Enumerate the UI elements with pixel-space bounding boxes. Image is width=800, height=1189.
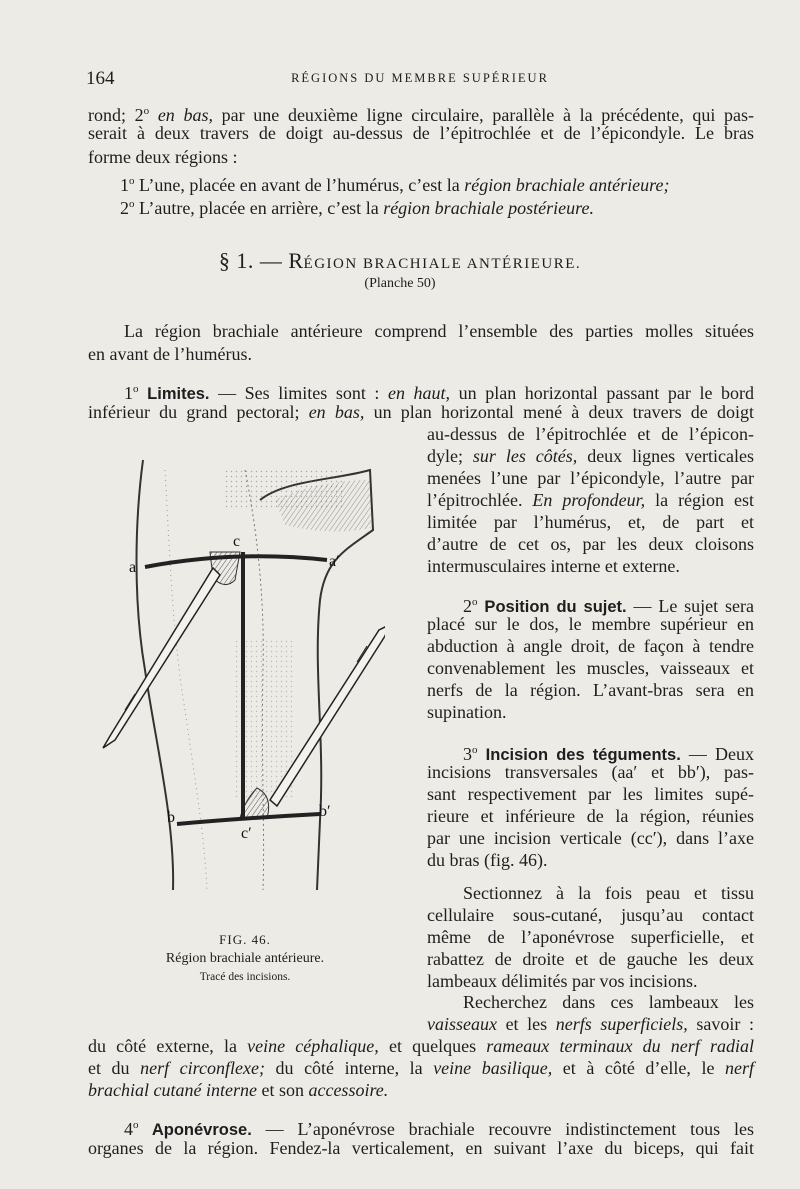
label-c: c	[233, 533, 241, 550]
incision-p2-line-3: même de l’aponévrose superficielle, et	[427, 927, 754, 947]
incision-p3-line-5: brachial cutané interne et son accessoire.	[88, 1080, 389, 1100]
limites-line-3: au-dessus de l’épitrochlée et de l’épicon-	[427, 424, 754, 444]
running-title: RÉGIONS DU MEMBRE SUPÉRIEUR	[291, 71, 549, 85]
incision-line-1: 3$^o$ Incision des téguments. — Deux	[463, 744, 754, 764]
figure-subtitle: Tracé des incisions.	[199, 971, 291, 983]
page-number: 164	[86, 68, 115, 89]
incision-line-6: du bras (fig. 46).	[427, 850, 548, 870]
figure-title: Région brachiale antérieure.	[165, 951, 325, 966]
label-b-prime: b′	[319, 803, 331, 820]
position-line-1: 2$^o$ Position du sujet. — Le sujet sera	[463, 596, 754, 616]
intro-line-4: 1$^o$ L’une, placée en avant de l’humérus, c’est la région brachiale antérieure;	[120, 175, 670, 195]
incision-line-2: incisions transversales (aa′ et bb′), pas-	[427, 762, 754, 782]
limites-line-7: limitée par l’humérus, et, de part et	[427, 512, 754, 532]
incision-line-4: rieure et inférieure de la région, réunies	[427, 806, 754, 826]
limites-line-4: dyle; sur les côtés, deux lignes verticales	[427, 446, 754, 466]
position-line-4: convenablement les muscles, vaisseaux et	[427, 658, 754, 678]
position-line-6: supination.	[427, 702, 507, 722]
label-b: b	[167, 809, 175, 826]
incision-line-3: sant respectivement par les limites supé-	[427, 784, 754, 804]
limites-line-1: 1$^o$ Limites. — Ses limites sont : en haut, un plan horizontal passant par le bord	[124, 383, 755, 403]
incision-p3-line-1: Recherchez dans ces lambeaux les	[463, 992, 754, 1012]
position-line-2: placé sur le dos, le membre supérieur en	[427, 614, 754, 634]
para-intro-line-2: en avant de l’humérus.	[88, 344, 252, 364]
planche-reference: (Planche 50)	[364, 276, 436, 291]
limites-line-9: intermusculaires interne et externe.	[427, 556, 680, 576]
incision-p2-line-5: lambeaux délimités par vos incisions.	[427, 971, 698, 991]
limites-line-8: d’autre de cet os, par les deux cloisons	[427, 534, 754, 554]
intro-line-1: rond; 2$^o$ en bas, par une deuxième ligne circulaire, parallèle à la précédente, qui pas-	[88, 105, 754, 125]
position-line-3: abduction à angle droit, de façon à tendre	[427, 636, 754, 656]
section-title: § 1. — RÉGION BRACHIALE ANTÉRIEURE.	[218, 248, 582, 273]
incision-p3-line-3: du côté externe, la veine céphalique, et quelques rameaux terminaux du nerf radial	[88, 1036, 754, 1056]
aponevrose-line-2: organes de la région. Fendez-la verticalement, en suivant l’axe du biceps, qui fait	[88, 1138, 754, 1158]
intro-line-3: forme deux régions :	[88, 147, 238, 167]
position-line-5: nerfs de la région. L’avant-bras sera en	[427, 680, 754, 700]
incision-line-5: par une incision verticale (cc′), dans l’axe	[427, 828, 754, 848]
aponevrose-line-1: 4$^o$ Aponévrose. — L’aponévrose brachiale recouvre indistinctement tous les	[124, 1119, 754, 1139]
intro-line-2: serait à deux travers de doigt au-dessus de l’épitrochlée et de l’épicondyle. Le bras	[88, 123, 754, 143]
para-intro-line-1: La région brachiale antérieure comprend l’ensemble des parties molles situées	[124, 321, 754, 341]
retractor-left	[103, 568, 220, 748]
limites-line-2: inférieur du grand pectoral; en bas, un plan horizontal mené à deux travers de doigt	[88, 402, 754, 422]
page-header	[86, 68, 754, 92]
label-a-prime: a′	[329, 553, 340, 570]
incision-p3-line-4: et du nerf circonflexe; du côté interne, la veine basilique, et à côté d’elle, le nerf	[88, 1058, 754, 1078]
incision-p2-line-4: rabattez de droite et de gauche les deux	[427, 949, 754, 969]
intro-line-5: 2$^o$ L’autre, placée en arrière, c’est la région brachiale postérieure.	[120, 198, 594, 218]
limites-line-6: l’épitrochlée. En profondeur, la région est	[427, 490, 754, 510]
incision-p3-line-2: vaisseaux et les nerfs superficiels, savoir :	[427, 1014, 754, 1034]
label-c-prime: c′	[241, 825, 252, 842]
limites-line-5: menées l’une par l’épicondyle, l’autre par	[427, 468, 754, 488]
label-a: a	[129, 559, 137, 576]
figure-number: FIG. 46.	[219, 932, 271, 947]
figure-46-illustration	[95, 440, 385, 890]
incision-p2-line-2: cellulaire sous-cutané, jusqu’au contact	[427, 905, 754, 925]
incision-p2-line-1: Sectionnez à la fois peau et tissu	[463, 883, 754, 903]
